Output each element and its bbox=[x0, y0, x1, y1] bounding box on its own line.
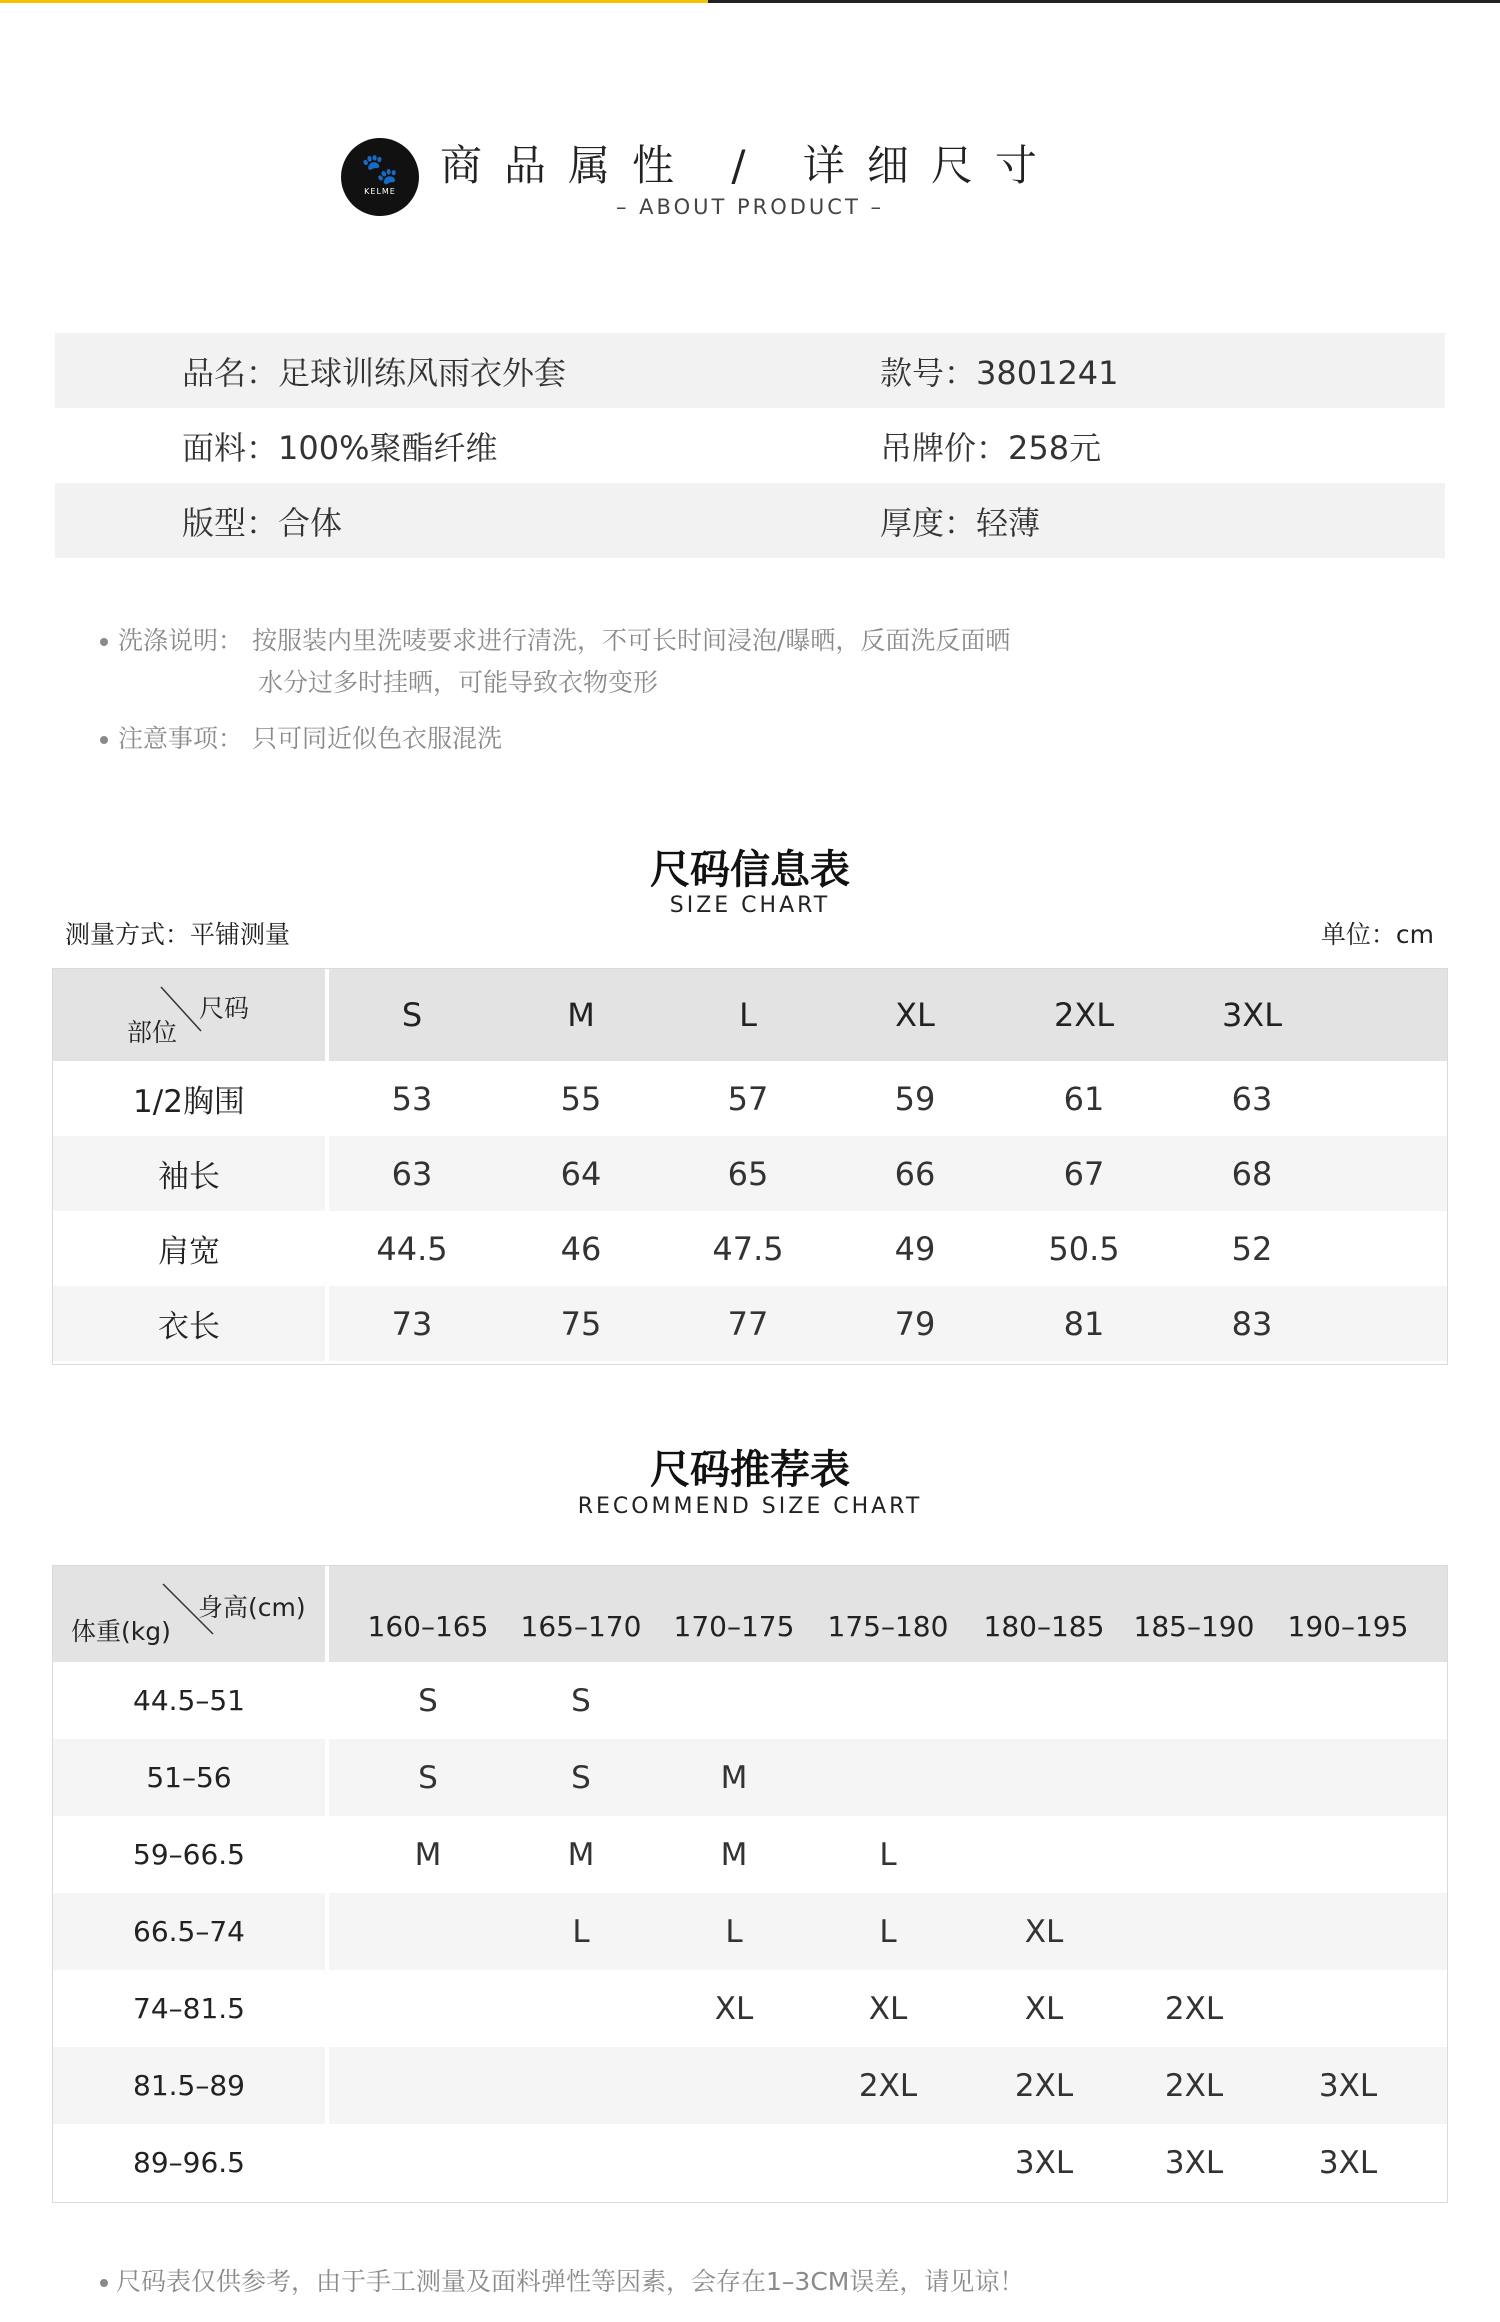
recommend-row bbox=[53, 1970, 1447, 2047]
product-attributes-table bbox=[55, 333, 1445, 558]
recommend-row bbox=[53, 2124, 1447, 2201]
size-value: 67 bbox=[1063, 1154, 1105, 1193]
size-chart-subtitle: SIZE CHART bbox=[669, 893, 831, 918]
wash-note bbox=[100, 620, 1010, 704]
corner-top-label: 身高(cm) bbox=[198, 1593, 306, 1622]
size-part-label: 1/2胸围 bbox=[133, 1084, 245, 1120]
recommended-size: M bbox=[414, 1836, 442, 1873]
attribute-fabric: 面料：100%聚酯纤维 bbox=[182, 428, 498, 467]
caution-label: 注意事项： bbox=[118, 724, 244, 753]
weight-range-label: 44.5–51 bbox=[133, 1684, 245, 1717]
corner-cell bbox=[53, 1566, 325, 1662]
attribute-row bbox=[55, 333, 1445, 408]
recommend-header-row bbox=[53, 1566, 1447, 1662]
size-value: 47.5 bbox=[712, 1229, 784, 1268]
wash-label: 洗涤说明： bbox=[118, 626, 244, 655]
size-header-row bbox=[53, 969, 1447, 1061]
bullet-icon bbox=[100, 638, 108, 646]
recommended-size: XL bbox=[868, 1990, 908, 2027]
attribute-name: 品名：足球训练风雨衣外套 bbox=[182, 353, 567, 392]
height-range-header: 160–165 bbox=[367, 1609, 489, 1643]
attribute-thickness: 厚度：轻薄 bbox=[880, 503, 1041, 542]
footer-note bbox=[100, 2262, 1024, 2298]
size-value: 53 bbox=[391, 1079, 433, 1118]
caution-text: 只可同近似色衣服混洗 bbox=[252, 724, 503, 753]
bullet-icon bbox=[100, 2279, 108, 2287]
recommended-size: 2XL bbox=[858, 2067, 918, 2104]
recommend-row bbox=[53, 1893, 1447, 1970]
weight-range-label: 81.5–89 bbox=[133, 2069, 245, 2102]
logo-brand-text: KELME bbox=[364, 186, 396, 196]
size-value: 57 bbox=[727, 1079, 769, 1118]
height-range-header: 170–175 bbox=[673, 1609, 795, 1643]
corner-bottom-label: 体重(kg) bbox=[71, 1617, 171, 1646]
recommend-row bbox=[53, 2047, 1447, 2124]
corner-bottom-label: 部位 bbox=[127, 1018, 178, 1047]
size-value: 50.5 bbox=[1048, 1229, 1120, 1268]
recommend-row bbox=[53, 1816, 1447, 1893]
corner-diagonal-line bbox=[53, 969, 325, 1061]
recommended-size: 3XL bbox=[1014, 2144, 1074, 2181]
size-value: 68 bbox=[1231, 1154, 1273, 1193]
height-range-header: 190–195 bbox=[1287, 1609, 1409, 1643]
care-notes bbox=[100, 620, 1010, 774]
weight-range-label: 66.5–74 bbox=[133, 1915, 245, 1948]
recommended-size: 3XL bbox=[1318, 2067, 1378, 2104]
size-row bbox=[53, 1211, 1447, 1286]
attribute-price: 吊牌价：258元 bbox=[880, 428, 1102, 467]
column-separator bbox=[325, 1566, 329, 2202]
recommended-size: 3XL bbox=[1318, 2144, 1378, 2181]
recommended-size: M bbox=[720, 1836, 748, 1873]
size-chart-table bbox=[52, 968, 1448, 1365]
recommended-size: S bbox=[571, 1682, 591, 1719]
page-title: 商品属性 / 详细尺寸 bbox=[440, 141, 1059, 190]
recommended-size: M bbox=[720, 1759, 748, 1796]
bullet-icon bbox=[100, 736, 108, 744]
recommend-chart-table bbox=[52, 1565, 1448, 2203]
recommended-size: L bbox=[725, 1913, 743, 1950]
height-range-header: 165–170 bbox=[520, 1609, 642, 1643]
column-separator bbox=[325, 969, 329, 1364]
size-chart-title: 尺码信息表 bbox=[650, 847, 850, 893]
attribute-style-no: 款号：3801241 bbox=[880, 353, 1119, 392]
recommended-size: L bbox=[879, 1836, 897, 1873]
brand-logo bbox=[341, 138, 419, 216]
wash-text-line1: 按服装内里洗唛要求进行清洗，不可长时间浸泡/曝晒，反面洗反面晒 bbox=[252, 626, 1011, 655]
height-range-header: 185–190 bbox=[1133, 1609, 1255, 1643]
size-value: 79 bbox=[894, 1304, 936, 1343]
paw-icon: 🐾 bbox=[361, 151, 399, 187]
top-border-accent bbox=[0, 0, 708, 3]
recommend-row bbox=[53, 1662, 1447, 1739]
size-value: 46 bbox=[560, 1229, 602, 1268]
corner-top-label: 尺码 bbox=[199, 994, 250, 1023]
size-header-s: S bbox=[401, 996, 423, 1034]
recommended-size: 3XL bbox=[1164, 2144, 1224, 2181]
size-value: 77 bbox=[727, 1304, 769, 1343]
recommend-chart-subtitle: RECOMMEND SIZE CHART bbox=[577, 1494, 923, 1519]
size-value: 55 bbox=[560, 1079, 602, 1118]
attribute-fit: 版型：合体 bbox=[182, 503, 343, 542]
recommended-size: S bbox=[418, 1759, 438, 1796]
size-part-label: 袖长 bbox=[158, 1159, 220, 1195]
recommended-size: M bbox=[567, 1836, 595, 1873]
attribute-row bbox=[55, 483, 1445, 558]
recommended-size: S bbox=[418, 1682, 438, 1719]
size-value: 73 bbox=[391, 1304, 433, 1343]
size-value: 63 bbox=[1231, 1079, 1273, 1118]
size-row bbox=[53, 1061, 1447, 1136]
size-value: 83 bbox=[1231, 1304, 1273, 1343]
recommended-size: S bbox=[571, 1759, 591, 1796]
attribute-row bbox=[55, 408, 1445, 483]
size-value: 59 bbox=[894, 1079, 936, 1118]
weight-range-label: 89–96.5 bbox=[133, 2146, 245, 2179]
height-range-header: 180–185 bbox=[983, 1609, 1105, 1643]
size-value: 65 bbox=[727, 1154, 769, 1193]
size-value: 81 bbox=[1063, 1304, 1105, 1343]
size-header-m: M bbox=[567, 996, 595, 1034]
corner-cell bbox=[53, 969, 325, 1061]
size-row bbox=[53, 1286, 1447, 1361]
recommended-size: 2XL bbox=[1014, 2067, 1074, 2104]
recommended-size: XL bbox=[1024, 1913, 1064, 1950]
recommend-chart-title: 尺码推荐表 bbox=[650, 1447, 850, 1493]
size-header-xl: XL bbox=[895, 996, 935, 1034]
size-value: 75 bbox=[560, 1304, 602, 1343]
recommend-row bbox=[53, 1739, 1447, 1816]
size-value: 64 bbox=[560, 1154, 602, 1193]
size-value: 61 bbox=[1063, 1079, 1105, 1118]
size-header-l: L bbox=[739, 996, 757, 1034]
recommended-size: L bbox=[879, 1913, 897, 1950]
recommended-size: 2XL bbox=[1164, 2067, 1224, 2104]
size-value: 49 bbox=[894, 1229, 936, 1268]
page-subtitle: – ABOUT PRODUCT – bbox=[616, 195, 884, 219]
caution-note bbox=[100, 718, 1010, 760]
recommended-size: L bbox=[572, 1913, 590, 1950]
footer-note-text: 尺码表仅供参考，由于手工测量及面料弹性等因素，会存在1–3CM误差，请见谅！ bbox=[116, 2267, 1025, 2296]
size-value: 52 bbox=[1231, 1229, 1273, 1268]
size-header-2xl: 2XL bbox=[1053, 996, 1115, 1034]
size-row bbox=[53, 1136, 1447, 1211]
size-header-3xl: 3XL bbox=[1221, 996, 1283, 1034]
recommended-size: XL bbox=[1024, 1990, 1064, 2027]
size-value: 44.5 bbox=[376, 1229, 448, 1268]
measure-method: 测量方式：平铺测量 bbox=[65, 920, 291, 949]
size-value: 66 bbox=[894, 1154, 936, 1193]
height-range-header: 175–180 bbox=[827, 1609, 949, 1643]
weight-range-label: 74–81.5 bbox=[133, 1992, 245, 2025]
wash-text-line2: 水分过多时挂晒，可能导致衣物变形 bbox=[258, 668, 659, 697]
recommended-size: 2XL bbox=[1164, 1990, 1224, 2027]
size-part-label: 衣长 bbox=[158, 1309, 220, 1345]
unit-label: 单位：cm bbox=[1320, 920, 1434, 949]
recommended-size: XL bbox=[714, 1990, 754, 2027]
size-value: 63 bbox=[391, 1154, 433, 1193]
size-part-label: 肩宽 bbox=[158, 1234, 220, 1270]
weight-range-label: 59–66.5 bbox=[133, 1838, 245, 1871]
weight-range-label: 51–56 bbox=[146, 1761, 232, 1794]
